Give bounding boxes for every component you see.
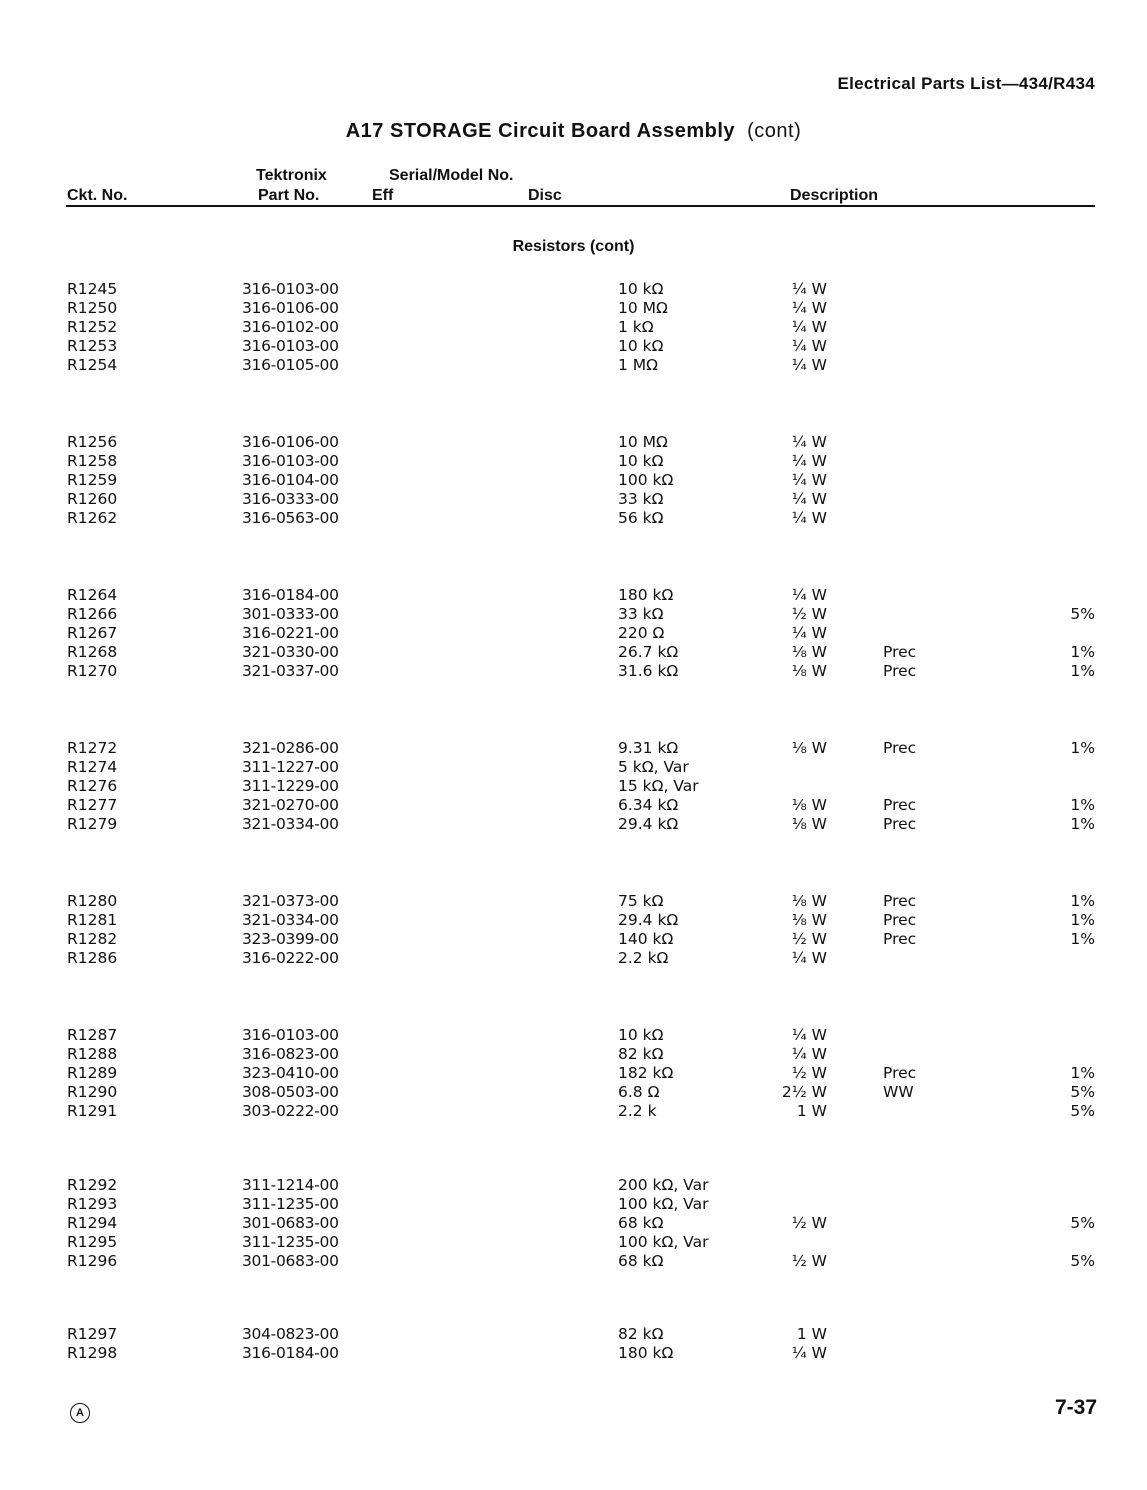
tolerance-cell: 1%	[1070, 930, 1095, 949]
wattage-cell: ¼ W	[791, 452, 827, 471]
wattage-cell: 1 W	[796, 1325, 827, 1343]
table-row	[0, 777, 1147, 796]
ckt-no-cell: R1294	[67, 1214, 118, 1233]
wattage-cell: ½ W	[791, 1252, 827, 1271]
wattage-cell: ¼ W	[791, 356, 827, 375]
value-cell: 33 kΩ	[618, 490, 664, 509]
ckt-no-cell: R1260	[67, 490, 118, 509]
table-row	[0, 1325, 1147, 1344]
part-no-cell: 321-0270-00	[242, 796, 339, 815]
part-no-cell: 316-0563-00	[242, 509, 339, 528]
table-row	[0, 758, 1147, 777]
table-row	[0, 433, 1147, 452]
ckt-no-cell: R1253	[67, 337, 118, 356]
ckt-no-cell: R1258	[67, 452, 118, 471]
section-title: Resistors (cont)	[512, 238, 635, 255]
wattage-cell: ⅛ W	[791, 643, 827, 662]
ckt-no-cell: R1276	[67, 777, 118, 796]
ckt-no-cell: R1289	[67, 1064, 118, 1083]
col-eff: Eff	[372, 187, 394, 204]
col-part-no: Part No.	[258, 187, 320, 204]
part-no-cell: 316-0106-00	[242, 433, 339, 451]
ckt-no-cell: R1272	[67, 739, 118, 757]
ckt-no-cell: R1296	[67, 1252, 118, 1271]
type-cell: Prec	[883, 796, 917, 815]
part-no-cell: 301-0683-00	[242, 1214, 339, 1233]
part-no-cell: 311-1227-00	[242, 758, 339, 777]
assembly-title-cont: (cont)	[747, 120, 802, 142]
table-row	[0, 949, 1147, 968]
value-cell: 56 kΩ	[618, 509, 664, 528]
tolerance-cell: 1%	[1070, 643, 1095, 662]
wattage-cell: ¼ W	[791, 624, 827, 643]
part-no-cell: 321-0334-00	[242, 815, 339, 834]
type-cell: Prec	[883, 662, 917, 681]
table-row	[0, 318, 1147, 337]
tolerance-cell: 1%	[1070, 815, 1095, 834]
value-cell: 10 MΩ	[618, 299, 668, 318]
wattage-cell: ¼ W	[791, 1026, 827, 1044]
table-row	[0, 1195, 1147, 1214]
value-cell: 82 kΩ	[618, 1045, 664, 1064]
value-cell: 10 kΩ	[618, 280, 664, 298]
wattage-cell: ½ W	[791, 1064, 827, 1083]
ckt-no-cell: R1254	[67, 356, 118, 375]
type-cell: Prec	[883, 1064, 917, 1083]
table-row	[0, 452, 1147, 471]
value-cell: 220 Ω	[618, 624, 665, 643]
part-no-cell: 308-0503-00	[242, 1083, 339, 1102]
value-cell: 6.34 kΩ	[618, 796, 679, 815]
ckt-no-cell: R1287	[67, 1026, 118, 1044]
wattage-cell: ¼ W	[791, 509, 827, 528]
wattage-cell: ¼ W	[791, 586, 827, 604]
part-no-cell: 316-0222-00	[242, 949, 339, 968]
value-cell: 10 kΩ	[618, 1026, 664, 1044]
tolerance-cell: 1%	[1070, 1064, 1095, 1083]
wattage-cell: ¼ W	[791, 299, 827, 318]
tolerance-cell: 5%	[1070, 1102, 1095, 1121]
part-no-cell: 321-0337-00	[242, 662, 339, 681]
part-no-cell: 321-0334-00	[242, 911, 339, 930]
wattage-cell: ¼ W	[791, 949, 827, 968]
col-disc: Disc	[528, 187, 562, 204]
table-row	[0, 509, 1147, 528]
tolerance-cell: 1%	[1070, 662, 1095, 681]
value-cell: 5 kΩ, Var	[618, 758, 689, 777]
part-no-cell: 301-0683-00	[242, 1252, 339, 1271]
ckt-no-cell: R1279	[67, 815, 118, 834]
wattage-cell: 1 W	[796, 1102, 827, 1121]
value-cell: 200 kΩ, Var	[618, 1176, 709, 1194]
part-no-cell: 311-1235-00	[242, 1195, 339, 1214]
wattage-cell: ¼ W	[791, 471, 827, 490]
table-row	[0, 1344, 1147, 1363]
wattage-cell: ¼ W	[791, 1344, 827, 1363]
col-serial-model: Serial/Model No.	[389, 167, 514, 184]
value-cell: 100 kΩ	[618, 471, 674, 490]
wattage-cell: ¼ W	[791, 337, 827, 356]
ckt-no-cell: R1290	[67, 1083, 118, 1102]
ckt-no-cell: R1281	[67, 911, 118, 930]
table-row	[0, 605, 1147, 624]
tolerance-cell: 5%	[1070, 1214, 1095, 1233]
value-cell: 100 kΩ, Var	[618, 1233, 709, 1252]
table-row	[0, 1083, 1147, 1102]
table-row	[0, 356, 1147, 375]
value-cell: 10 kΩ	[618, 452, 664, 471]
table-row	[0, 1102, 1147, 1121]
ckt-no-cell: R1252	[67, 318, 118, 337]
value-cell: 29.4 kΩ	[618, 815, 679, 834]
part-no-cell: 321-0373-00	[242, 892, 339, 910]
ckt-no-cell: R1282	[67, 930, 118, 949]
value-cell: 82 kΩ	[618, 1325, 664, 1343]
part-no-cell: 316-0106-00	[242, 299, 339, 318]
table-row	[0, 1064, 1147, 1083]
tolerance-cell: 1%	[1070, 796, 1095, 815]
ckt-no-cell: R1268	[67, 643, 118, 662]
part-no-cell: 316-0103-00	[242, 280, 339, 298]
tolerance-cell: 5%	[1070, 605, 1095, 624]
running-header: Electrical Parts List—434/R434	[837, 74, 1095, 93]
value-cell: 10 MΩ	[618, 433, 668, 451]
part-no-cell: 304-0823-00	[242, 1325, 339, 1343]
part-no-cell: 323-0410-00	[242, 1064, 339, 1083]
ckt-no-cell: R1245	[67, 280, 118, 298]
ckt-no-cell: R1280	[67, 892, 118, 910]
wattage-cell: ¼ W	[791, 1045, 827, 1064]
value-cell: 10 kΩ	[618, 337, 664, 356]
value-cell: 182 kΩ	[618, 1064, 674, 1083]
value-cell: 1 MΩ	[618, 356, 659, 375]
wattage-cell: ⅛ W	[791, 739, 827, 757]
part-no-cell: 316-0333-00	[242, 490, 339, 509]
wattage-cell: ⅛ W	[791, 796, 827, 815]
ckt-no-cell: R1288	[67, 1045, 118, 1064]
ckt-no-cell: R1250	[67, 299, 118, 318]
ckt-no-cell: R1259	[67, 471, 118, 490]
table-row	[0, 299, 1147, 318]
ckt-no-cell: R1267	[67, 624, 118, 643]
table-row	[0, 1252, 1147, 1271]
part-no-cell: 303-0222-00	[242, 1102, 339, 1121]
part-no-cell: 316-0103-00	[242, 1026, 339, 1044]
table-row	[0, 471, 1147, 490]
part-no-cell: 316-0103-00	[242, 337, 339, 356]
wattage-cell: ¼ W	[791, 280, 827, 298]
table-row	[0, 911, 1147, 930]
ckt-no-cell: R1256	[67, 433, 118, 451]
part-no-cell: 316-0102-00	[242, 318, 339, 337]
type-cell: Prec	[883, 815, 917, 834]
wattage-cell: ⅛ W	[791, 892, 827, 910]
table-row	[0, 662, 1147, 681]
table-row	[0, 1176, 1147, 1195]
wattage-cell: 2½ W	[781, 1083, 827, 1102]
wattage-cell: ⅛ W	[791, 815, 827, 834]
wattage-cell: ½ W	[791, 605, 827, 624]
ckt-no-cell: R1264	[67, 586, 118, 604]
ckt-no-cell: R1286	[67, 949, 118, 968]
type-cell: Prec	[883, 911, 917, 930]
wattage-cell: ¼ W	[791, 318, 827, 337]
value-cell: 9.31 kΩ	[618, 739, 679, 757]
table-row	[0, 624, 1147, 643]
ckt-no-cell: R1298	[67, 1344, 118, 1363]
part-no-cell: 316-0103-00	[242, 452, 339, 471]
type-cell: Prec	[883, 892, 917, 910]
wattage-cell: ¼ W	[791, 490, 827, 509]
revision-mark: A	[70, 1403, 90, 1423]
ckt-no-cell: R1277	[67, 796, 118, 815]
part-no-cell: 321-0330-00	[242, 643, 339, 662]
table-row	[0, 1214, 1147, 1233]
part-no-cell: 316-0221-00	[242, 624, 339, 643]
ckt-no-cell: R1291	[67, 1102, 118, 1121]
part-no-cell: 316-0184-00	[242, 586, 339, 604]
value-cell: 26.7 kΩ	[618, 643, 679, 662]
part-no-cell: 311-1229-00	[242, 777, 339, 796]
ckt-no-cell: R1292	[67, 1176, 118, 1194]
part-no-cell: 316-0184-00	[242, 1344, 339, 1363]
tolerance-cell: 5%	[1070, 1083, 1095, 1102]
part-no-cell: 311-1214-00	[242, 1176, 339, 1194]
value-cell: 68 kΩ	[618, 1214, 664, 1233]
ckt-no-cell: R1266	[67, 605, 118, 624]
tolerance-cell: 1%	[1070, 892, 1095, 910]
table-row	[0, 815, 1147, 834]
value-cell: 75 kΩ	[618, 892, 664, 910]
part-no-cell: 311-1235-00	[242, 1233, 339, 1252]
type-cell: Prec	[883, 643, 917, 662]
table-row	[0, 892, 1147, 911]
part-no-cell: 301-0333-00	[242, 605, 339, 624]
tolerance-cell: 1%	[1070, 911, 1095, 930]
value-cell: 180 kΩ	[618, 1344, 674, 1363]
table-row	[0, 1026, 1147, 1045]
table-row	[0, 643, 1147, 662]
part-no-cell: 316-0105-00	[242, 356, 339, 375]
type-cell: Prec	[883, 739, 917, 757]
ckt-no-cell: R1274	[67, 758, 118, 777]
col-ckt-no: Ckt. No.	[67, 187, 128, 204]
col-description: Description	[790, 187, 879, 204]
table-row	[0, 930, 1147, 949]
type-cell: Prec	[883, 930, 917, 949]
value-cell: 180 kΩ	[618, 586, 674, 604]
value-cell: 29.4 kΩ	[618, 911, 679, 930]
ckt-no-cell: R1293	[67, 1195, 118, 1214]
value-cell: 1 kΩ	[618, 318, 654, 337]
value-cell: 6.8 Ω	[618, 1083, 660, 1102]
ckt-no-cell: R1297	[67, 1325, 118, 1343]
value-cell: 2.2 kΩ	[618, 949, 669, 968]
table-row	[0, 1233, 1147, 1252]
value-cell: 140 kΩ	[618, 930, 674, 949]
part-no-cell: 316-0104-00	[242, 471, 339, 490]
table-row	[0, 280, 1147, 299]
table-row	[0, 337, 1147, 356]
table-row	[0, 1045, 1147, 1064]
part-no-cell: 321-0286-00	[242, 739, 339, 757]
ckt-no-cell: R1270	[67, 662, 118, 681]
wattage-cell: ½ W	[791, 1214, 827, 1233]
value-cell: 31.6 kΩ	[618, 662, 679, 681]
part-no-cell: 316-0823-00	[242, 1045, 339, 1064]
col-tektronix: Tektronix	[256, 167, 327, 184]
page-number: 7-37	[1054, 1396, 1097, 1419]
wattage-cell: ⅛ W	[791, 911, 827, 930]
value-cell: 15 kΩ, Var	[618, 777, 699, 796]
value-cell: 100 kΩ, Var	[618, 1195, 709, 1214]
value-cell: 68 kΩ	[618, 1252, 664, 1271]
table-row	[0, 586, 1147, 605]
table-row	[0, 796, 1147, 815]
assembly-title-main: A17 STORAGE Circuit Board Assembly	[345, 120, 736, 142]
table-row	[0, 739, 1147, 758]
part-no-cell: 323-0399-00	[242, 930, 339, 949]
wattage-cell: ¼ W	[791, 433, 827, 451]
table-row	[0, 490, 1147, 509]
tolerance-cell: 1%	[1070, 739, 1095, 757]
value-cell: 2.2 k	[618, 1102, 657, 1121]
ckt-no-cell: R1295	[67, 1233, 118, 1252]
tolerance-cell: 5%	[1070, 1252, 1095, 1271]
value-cell: 33 kΩ	[618, 605, 664, 624]
wattage-cell: ⅛ W	[791, 662, 827, 681]
wattage-cell: ½ W	[791, 930, 827, 949]
ckt-no-cell: R1262	[67, 509, 118, 528]
type-cell: WW	[883, 1083, 914, 1102]
